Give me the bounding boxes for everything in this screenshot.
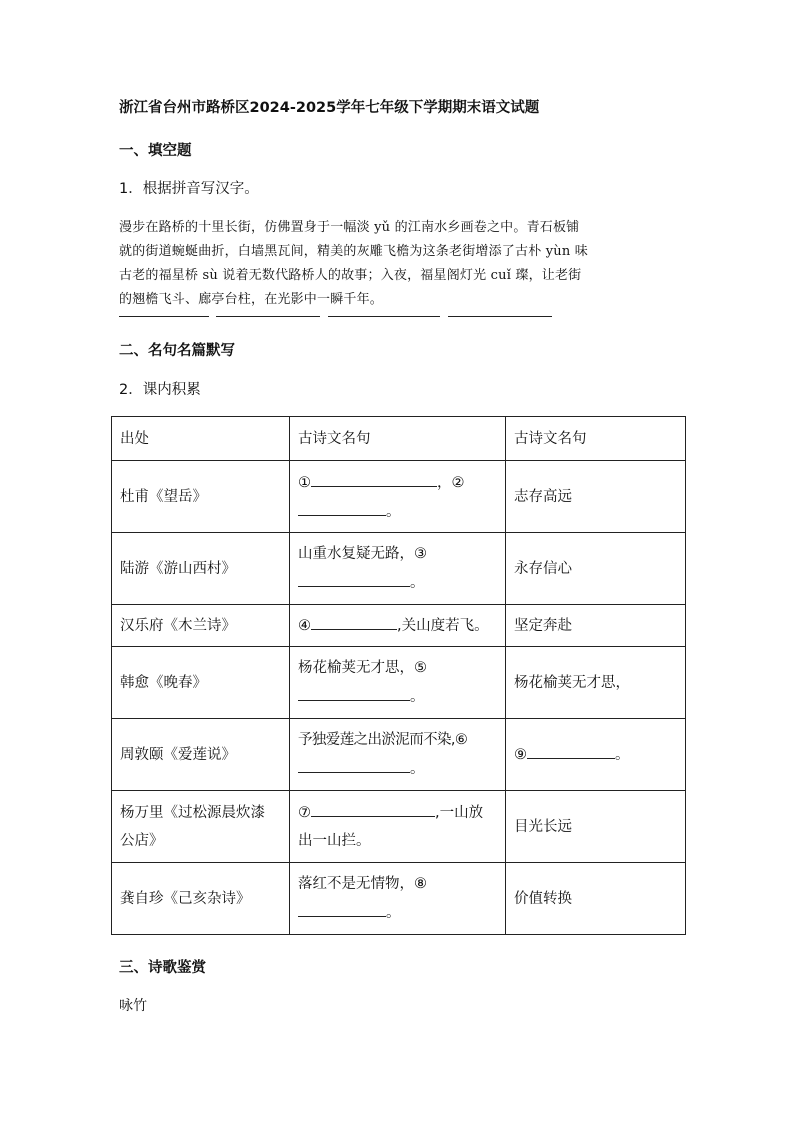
- cell-theme: 目光长远: [506, 791, 686, 863]
- table-row: [112, 461, 686, 533]
- cell-source: 龚自珍《己亥杂诗》: [112, 863, 290, 935]
- cell-quote: 落红不是无情物，⑧ 。: [290, 863, 506, 935]
- question-1-label: 1．根据拼音写汉字。: [119, 181, 259, 197]
- fill-blank[interactable]: [298, 682, 410, 701]
- header-quote-2: 古诗文名句: [506, 417, 686, 461]
- table-header-row: [112, 417, 686, 461]
- cell-theme: ⑨ 。: [506, 719, 686, 791]
- cell-theme: 杨花榆荚无才思，: [506, 647, 686, 719]
- fill-blank[interactable]: [298, 497, 386, 516]
- section-heading-recitation: 二、名句名篇默写: [119, 343, 235, 359]
- answer-blank-4[interactable]: [448, 306, 552, 317]
- cell-source: 周敦颐《爱莲说》: [112, 719, 290, 791]
- answer-blank-2[interactable]: [216, 306, 320, 317]
- cell-theme: 坚定奔赴: [506, 605, 686, 647]
- fill-blank[interactable]: [311, 611, 397, 630]
- cell-source: 杜甫《望岳》: [112, 461, 290, 533]
- fill-blank[interactable]: [298, 898, 386, 917]
- cell-theme: 志存高远: [506, 461, 686, 533]
- poem-title: 咏竹: [119, 998, 147, 1014]
- cell-quote: ⑦ ,一山放 出一山拦。: [290, 791, 506, 863]
- answer-blank-1[interactable]: [119, 306, 209, 317]
- header-quote: 古诗文名句: [290, 417, 506, 461]
- cell-quote: 杨花榆荚无才思，⑤ 。: [290, 647, 506, 719]
- table-row: [112, 863, 686, 935]
- table-row: [112, 791, 686, 863]
- header-source: 出处: [112, 417, 290, 461]
- answer-blanks: [119, 306, 559, 320]
- table-row: [112, 647, 686, 719]
- fill-blank[interactable]: [298, 568, 410, 587]
- cell-quote: 予独爱莲之出淤泥而不染,⑥ 。: [290, 719, 506, 791]
- cell-source: 汉乐府《木兰诗》: [112, 605, 290, 647]
- cell-source: 杨万里《过松源晨炊漆 公店》: [112, 791, 290, 863]
- cell-quote: 山重水复疑无路，③ 。: [290, 533, 506, 605]
- page-title: 浙江省台州市路桥区2024-2025学年七年级下学期期末语文试题: [119, 100, 540, 116]
- fill-blank[interactable]: [311, 798, 435, 817]
- cell-source: 陆游《游山西村》: [112, 533, 290, 605]
- cell-theme: 价值转换: [506, 863, 686, 935]
- paragraph-line: 的翘檐飞斗、廊亭台柱，在光影中一瞬千年。: [119, 292, 384, 307]
- fill-blank[interactable]: [311, 468, 437, 487]
- cell-source: 韩愈《晚春》: [112, 647, 290, 719]
- answer-blank-3[interactable]: [328, 306, 440, 317]
- fill-blank[interactable]: [527, 740, 615, 759]
- recitation-table: [111, 416, 686, 935]
- pinyin-paragraph: [119, 216, 679, 312]
- section-heading-fill-blank: 一、填空题: [119, 143, 192, 159]
- fill-blank[interactable]: [298, 754, 410, 773]
- paragraph-line: 就的街道蜿蜒曲折，白墙黑瓦间，精美的灰雕飞檐为这条老街增添了古朴 yùn 味: [119, 244, 588, 259]
- cell-theme: 永存信心: [506, 533, 686, 605]
- table-row: [112, 605, 686, 647]
- table-row: [112, 533, 686, 605]
- paragraph-line: 古老的福星桥 sù 说着无数代路桥人的故事；入夜，福星阁灯光 cuǐ 璨，让老街: [119, 268, 582, 283]
- paragraph-line: 漫步在路桥的十里长街，仿佛置身于一幅淡 yǔ 的江南水乡画卷之中。青石板铺: [119, 220, 580, 235]
- cell-quote: ④ ,关山度若飞。: [290, 605, 506, 647]
- section-heading-poetry: 三、诗歌鉴赏: [119, 960, 206, 976]
- table-row: [112, 719, 686, 791]
- question-2-label: 2．课内积累: [119, 382, 201, 398]
- cell-quote: ① ，② 。: [290, 461, 506, 533]
